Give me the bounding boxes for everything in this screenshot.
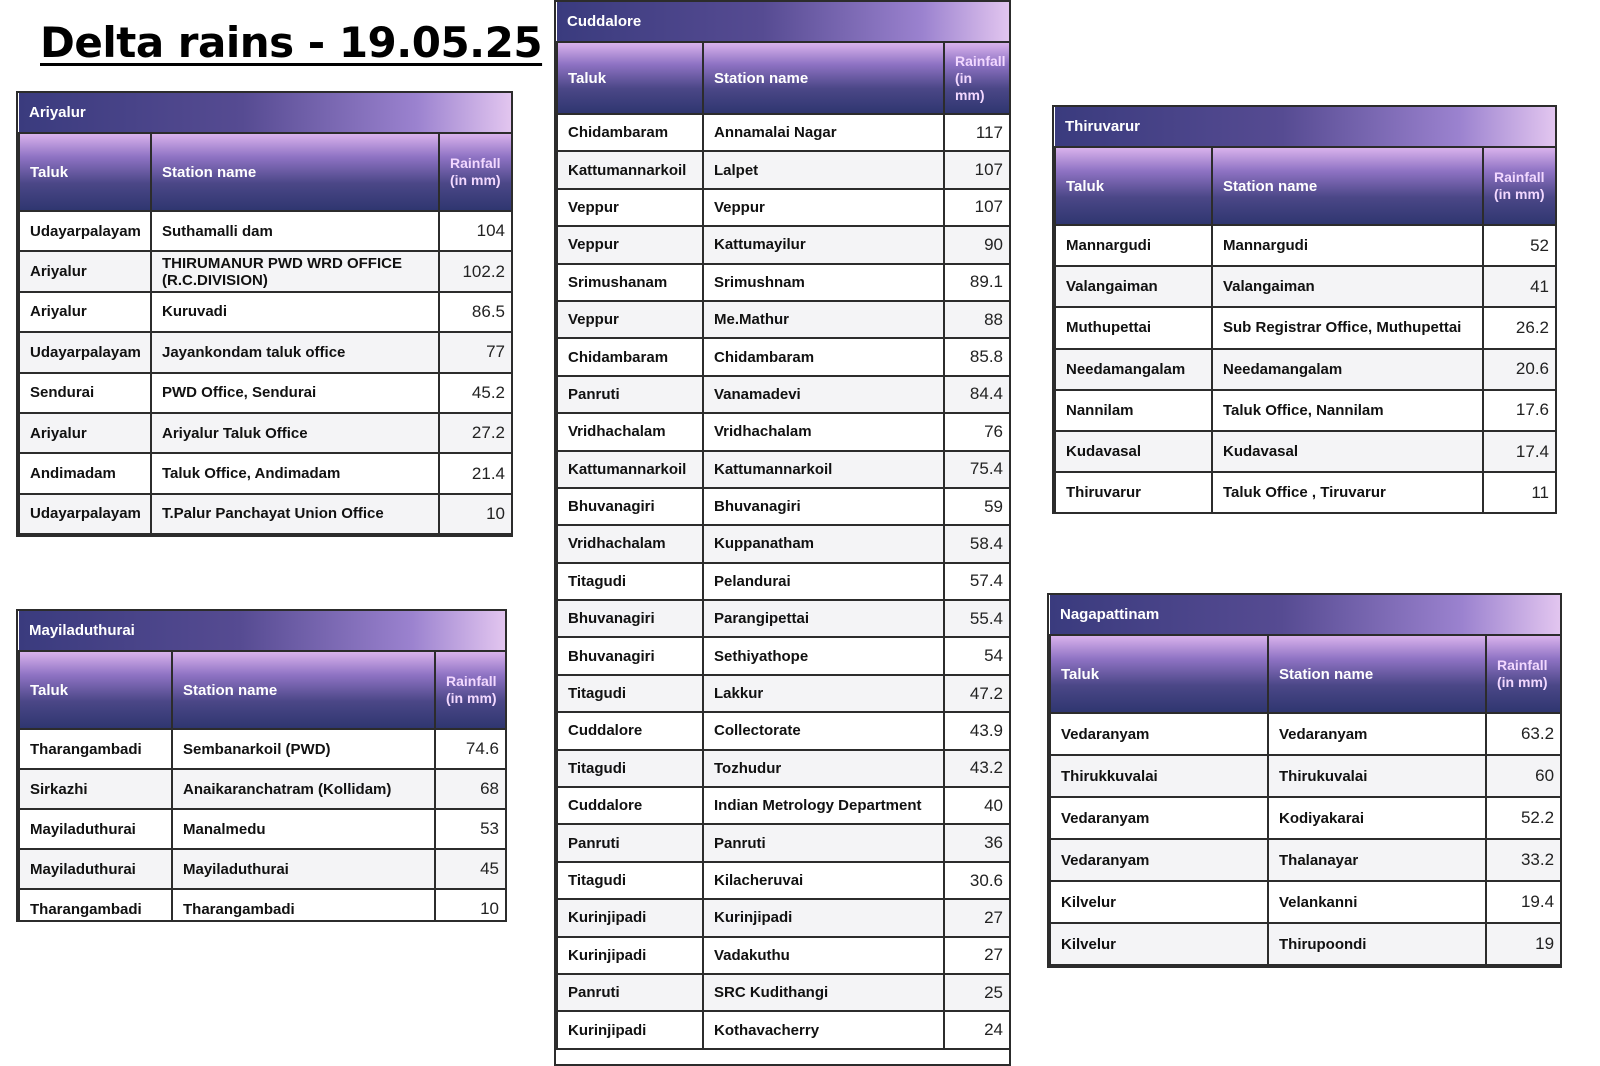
table-row (557, 413, 1011, 450)
table-row (1055, 349, 1557, 390)
taluk-cell: Veppur (557, 301, 703, 338)
table-row (557, 114, 1011, 151)
taluk-column-header: Taluk (19, 133, 151, 211)
district-name: Ariyalur (19, 93, 513, 133)
taluk-cell: Ariyalur (19, 292, 151, 332)
rainfall-cell: 30.6 (944, 862, 1011, 899)
rainfall-cell: 36 (944, 824, 1011, 861)
table-row (557, 637, 1011, 674)
taluk-cell: Ariyalur (19, 251, 151, 291)
rainfall-column-header: Rainfall (in mm) (944, 42, 1011, 114)
taluk-cell: Mayiladuthurai (19, 849, 172, 889)
nagapattinam-table (1047, 593, 1562, 968)
rainfall-cell: 10 (439, 494, 513, 534)
cuddalore-table (554, 0, 1011, 1066)
table-row (1055, 266, 1557, 307)
rainfall-cell: 24 (944, 1011, 1011, 1048)
taluk-cell: Bhuvanagiri (557, 600, 703, 637)
table-row (1055, 472, 1557, 513)
table-row (557, 376, 1011, 413)
taluk-cell: Valangaiman (1055, 266, 1212, 307)
station-column-header: Station name (1268, 635, 1486, 713)
table-row (19, 413, 513, 453)
table-row (557, 488, 1011, 525)
rainfall-cell: 52.2 (1486, 797, 1562, 839)
table-row (557, 563, 1011, 600)
rainfall-cell: 102.2 (439, 251, 513, 291)
taluk-column-header: Taluk (1055, 147, 1212, 225)
table-row (1050, 839, 1562, 881)
taluk-cell: Vridhachalam (557, 413, 703, 450)
station-cell: Kuruvadi (151, 292, 439, 332)
station-cell: Srimushnam (703, 264, 944, 301)
taluk-cell: Tharangambadi (19, 889, 172, 922)
table-row (557, 675, 1011, 712)
taluk-cell: Chidambaram (557, 338, 703, 375)
station-cell: Tozhudur (703, 750, 944, 787)
station-cell: Tharangambadi (172, 889, 435, 922)
taluk-cell: Vridhachalam (557, 525, 703, 562)
rainfall-cell: 25 (944, 974, 1011, 1011)
taluk-cell: Veppur (557, 226, 703, 263)
station-cell: Needamangalam (1212, 349, 1483, 390)
table-row (557, 226, 1011, 263)
table-row (557, 451, 1011, 488)
station-cell: Manalmedu (172, 809, 435, 849)
table-row (1055, 431, 1557, 472)
taluk-cell: Kilvelur (1050, 881, 1268, 923)
rainfall-cell: 43.2 (944, 750, 1011, 787)
rainfall-cell: 53 (435, 809, 507, 849)
taluk-cell: Titagudi (557, 563, 703, 600)
station-cell: Pelandurai (703, 563, 944, 600)
table-row (557, 264, 1011, 301)
rainfall-cell: 76 (944, 413, 1011, 450)
taluk-cell: Cuddalore (557, 787, 703, 824)
station-cell: Vanamadevi (703, 376, 944, 413)
station-column-header: Station name (1212, 147, 1483, 225)
taluk-cell: Chidambaram (557, 114, 703, 151)
station-cell: Anaikaranchatram (Kollidam) (172, 769, 435, 809)
taluk-cell: Panruti (557, 376, 703, 413)
rainfall-cell: 52 (1483, 225, 1557, 266)
table-row (1050, 797, 1562, 839)
rainfall-cell: 107 (944, 151, 1011, 188)
rainfall-cell: 117 (944, 114, 1011, 151)
station-cell: Kurinjipadi (703, 899, 944, 936)
rainfall-cell: 54 (944, 637, 1011, 674)
station-cell: PWD Office, Sendurai (151, 373, 439, 413)
table-row (1055, 225, 1557, 266)
station-cell: Velankanni (1268, 881, 1486, 923)
table-row (557, 1011, 1011, 1048)
table-row (19, 849, 507, 889)
taluk-cell: Sendurai (19, 373, 151, 413)
rainfall-cell: 85.8 (944, 338, 1011, 375)
station-cell: Vadakuthu (703, 937, 944, 974)
table-row (1050, 755, 1562, 797)
ariyalur-table (16, 91, 513, 537)
station-cell: Bhuvanagiri (703, 488, 944, 525)
rainfall-cell: 21.4 (439, 453, 513, 493)
taluk-column-header: Taluk (19, 651, 172, 729)
rainfall-cell: 90 (944, 226, 1011, 263)
station-column-header: Station name (151, 133, 439, 211)
rainfall-cell: 107 (944, 189, 1011, 226)
station-cell: Parangipettai (703, 600, 944, 637)
page-title: Delta rains - 19.05.25 (40, 18, 543, 67)
district-name: Thiruvarur (1055, 107, 1557, 147)
station-cell: Kattumayilur (703, 226, 944, 263)
taluk-cell: Kurinjipadi (557, 899, 703, 936)
table-row (19, 292, 513, 332)
table-row (557, 301, 1011, 338)
station-cell: Chidambaram (703, 338, 944, 375)
table-row (557, 338, 1011, 375)
table-row (19, 769, 507, 809)
station-cell: Kilacheruvai (703, 862, 944, 899)
taluk-cell: Vedaranyam (1050, 713, 1268, 755)
taluk-cell: Panruti (557, 824, 703, 861)
table-row (1050, 881, 1562, 923)
taluk-cell: Cuddalore (557, 712, 703, 749)
rainfall-column-header: Rainfall (in mm) (435, 651, 507, 729)
taluk-cell: Bhuvanagiri (557, 637, 703, 674)
table-row (19, 453, 513, 493)
taluk-cell: Kurinjipadi (557, 1011, 703, 1048)
rainfall-cell: 19 (1486, 923, 1562, 965)
station-cell: THIRUMANUR PWD WRD OFFICE (R.C.DIVISION) (151, 251, 439, 291)
taluk-cell: Titagudi (557, 675, 703, 712)
rainfall-column-header: Rainfall (in mm) (1486, 635, 1562, 713)
station-cell: Collectorate (703, 712, 944, 749)
station-cell: T.Palur Panchayat Union Office (151, 494, 439, 534)
rainfall-cell: 19.4 (1486, 881, 1562, 923)
rainfall-cell: 27 (944, 937, 1011, 974)
table-row (557, 750, 1011, 787)
station-cell: Sembanarkoil (PWD) (172, 729, 435, 769)
taluk-cell: Tharangambadi (19, 729, 172, 769)
station-cell: Sub Registrar Office, Muthupettai (1212, 307, 1483, 348)
rainfall-cell: 77 (439, 332, 513, 372)
district-name: Nagapattinam (1050, 595, 1562, 635)
table-row (557, 862, 1011, 899)
station-cell: Me.Mathur (703, 301, 944, 338)
rainfall-cell: 17.4 (1483, 431, 1557, 472)
table-row (19, 373, 513, 413)
rainfall-cell: 60 (1486, 755, 1562, 797)
rainfall-cell: 74.6 (435, 729, 507, 769)
table-row (557, 189, 1011, 226)
taluk-cell: Thirukkuvalai (1050, 755, 1268, 797)
rainfall-cell: 88 (944, 301, 1011, 338)
rainfall-column-header: Rainfall (in mm) (1483, 147, 1557, 225)
station-cell: Lalpet (703, 151, 944, 188)
district-name: Cuddalore (557, 2, 1011, 42)
table-row (19, 211, 513, 251)
taluk-cell: Kudavasal (1055, 431, 1212, 472)
table-row (1055, 307, 1557, 348)
taluk-cell: Ariyalur (19, 413, 151, 453)
taluk-cell: Andimadam (19, 453, 151, 493)
taluk-cell: Veppur (557, 189, 703, 226)
rainfall-cell: 86.5 (439, 292, 513, 332)
taluk-cell: Mayiladuthurai (19, 809, 172, 849)
station-cell: Kodiyakarai (1268, 797, 1486, 839)
taluk-cell: Needamangalam (1055, 349, 1212, 390)
taluk-cell: Udayarpalayam (19, 332, 151, 372)
rainfall-cell: 59 (944, 488, 1011, 525)
table-row (19, 809, 507, 849)
station-cell: Vedaranyam (1268, 713, 1486, 755)
rainfall-cell: 68 (435, 769, 507, 809)
rainfall-cell: 17.6 (1483, 390, 1557, 431)
rainfall-cell: 104 (439, 211, 513, 251)
table-row (557, 525, 1011, 562)
table-row (557, 899, 1011, 936)
taluk-cell: Panruti (557, 974, 703, 1011)
station-cell: Kattumannarkoil (703, 451, 944, 488)
taluk-cell: Bhuvanagiri (557, 488, 703, 525)
station-cell: Thirupoondi (1268, 923, 1486, 965)
station-cell: Thirukuvalai (1268, 755, 1486, 797)
rainfall-cell: 84.4 (944, 376, 1011, 413)
mayiladuthurai-table (16, 609, 507, 922)
table-row (19, 251, 513, 291)
table-row (19, 889, 507, 922)
rainfall-cell: 43.9 (944, 712, 1011, 749)
station-cell: Sethiyathope (703, 637, 944, 674)
station-cell: Indian Metrology Department (703, 787, 944, 824)
taluk-cell: Titagudi (557, 750, 703, 787)
station-cell: SRC Kudithangi (703, 974, 944, 1011)
rainfall-cell: 45.2 (439, 373, 513, 413)
table-row (557, 937, 1011, 974)
table-row (19, 494, 513, 534)
rainfall-cell: 20.6 (1483, 349, 1557, 390)
rainfall-cell: 27 (944, 899, 1011, 936)
station-cell: Valangaiman (1212, 266, 1483, 307)
table-row (557, 712, 1011, 749)
station-cell: Lakkur (703, 675, 944, 712)
taluk-cell: Nannilam (1055, 390, 1212, 431)
rainfall-cell: 89.1 (944, 264, 1011, 301)
rainfall-cell: 26.2 (1483, 307, 1557, 348)
taluk-cell: Mannargudi (1055, 225, 1212, 266)
table-row (19, 729, 507, 769)
station-cell: Annamalai Nagar (703, 114, 944, 151)
taluk-column-header: Taluk (557, 42, 703, 114)
taluk-column-header: Taluk (1050, 635, 1268, 713)
taluk-cell: Vedaranyam (1050, 839, 1268, 881)
rainfall-cell: 63.2 (1486, 713, 1562, 755)
station-cell: Kuppanatham (703, 525, 944, 562)
station-cell: Suthamalli dam (151, 211, 439, 251)
table-row (557, 974, 1011, 1011)
table-row (557, 787, 1011, 824)
station-cell: Taluk Office, Andimadam (151, 453, 439, 493)
rainfall-cell: 40 (944, 787, 1011, 824)
rainfall-cell: 41 (1483, 266, 1557, 307)
rainfall-cell: 57.4 (944, 563, 1011, 600)
station-cell: Veppur (703, 189, 944, 226)
taluk-cell: Udayarpalayam (19, 494, 151, 534)
rainfall-cell: 58.4 (944, 525, 1011, 562)
station-cell: Jayankondam taluk office (151, 332, 439, 372)
table-row (19, 332, 513, 372)
taluk-cell: Vedaranyam (1050, 797, 1268, 839)
taluk-cell: Sirkazhi (19, 769, 172, 809)
taluk-cell: Kattumannarkoil (557, 451, 703, 488)
taluk-cell: Udayarpalayam (19, 211, 151, 251)
table-row (1050, 713, 1562, 755)
table-row (557, 824, 1011, 861)
rainfall-cell: 33.2 (1486, 839, 1562, 881)
thiruvarur-table (1052, 105, 1557, 514)
taluk-cell: Kattumannarkoil (557, 151, 703, 188)
taluk-cell: Kurinjipadi (557, 937, 703, 974)
rainfall-cell: 55.4 (944, 600, 1011, 637)
district-name: Mayiladuthurai (19, 611, 507, 651)
rainfall-cell: 11 (1483, 472, 1557, 513)
rainfall-cell: 10 (435, 889, 507, 922)
station-column-header: Station name (703, 42, 944, 114)
rainfall-cell: 45 (435, 849, 507, 889)
taluk-cell: Kilvelur (1050, 923, 1268, 965)
station-cell: Mannargudi (1212, 225, 1483, 266)
station-column-header: Station name (172, 651, 435, 729)
station-cell: Kudavasal (1212, 431, 1483, 472)
rainfall-column-header: Rainfall (in mm) (439, 133, 513, 211)
station-cell: Taluk Office, Nannilam (1212, 390, 1483, 431)
station-cell: Mayiladuthurai (172, 849, 435, 889)
table-row (557, 151, 1011, 188)
taluk-cell: Thiruvarur (1055, 472, 1212, 513)
taluk-cell: Muthupettai (1055, 307, 1212, 348)
station-cell: Taluk Office , Tiruvarur (1212, 472, 1483, 513)
station-cell: Vridhachalam (703, 413, 944, 450)
table-row (1055, 390, 1557, 431)
rainfall-cell: 27.2 (439, 413, 513, 453)
taluk-cell: Srimushanam (557, 264, 703, 301)
rainfall-cell: 47.2 (944, 675, 1011, 712)
table-row (1050, 923, 1562, 965)
rainfall-cell: 75.4 (944, 451, 1011, 488)
station-cell: Kothavacherry (703, 1011, 944, 1048)
station-cell: Ariyalur Taluk Office (151, 413, 439, 453)
station-cell: Panruti (703, 824, 944, 861)
table-row (557, 600, 1011, 637)
taluk-cell: Titagudi (557, 862, 703, 899)
station-cell: Thalanayar (1268, 839, 1486, 881)
